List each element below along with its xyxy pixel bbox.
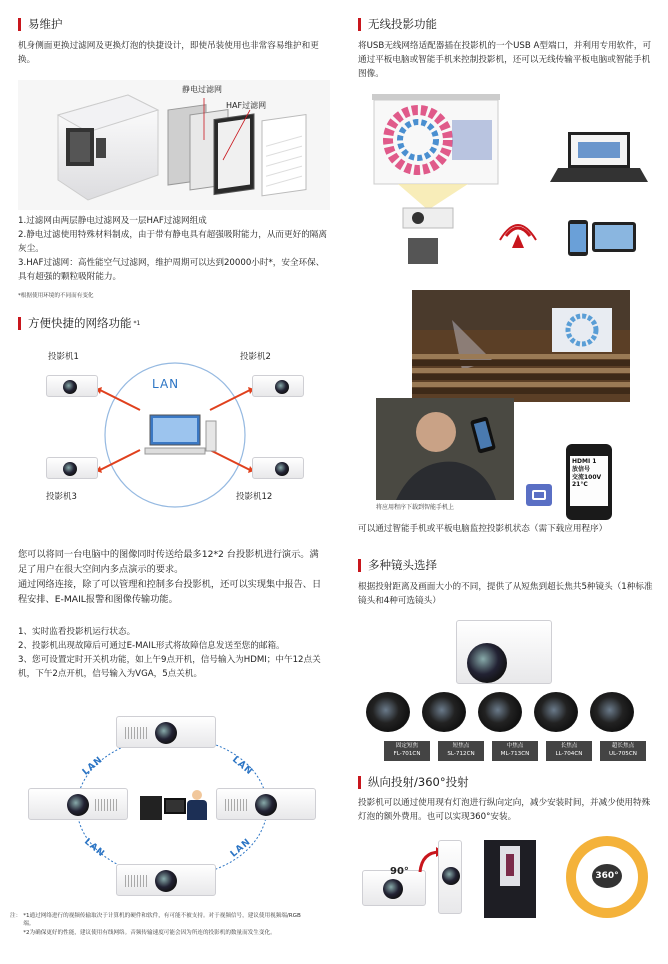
section-title-portrait <box>358 774 469 792</box>
phone-line: 21°C <box>572 481 588 489</box>
wireless-intro: 将USB无线网络适配器插在投影机的一个USB A型端口，并利用专用软件，可通过平板电脑或智能手机来控制投影机，还可以无线传输平板电脑或智能手机图像。 <box>358 41 652 79</box>
wireless-caption: 可以通过智能手机或平板电脑监控投影机状态（需下载应用程序） <box>358 524 608 534</box>
note-1: *1通过网络进行的视频传输取决于计算机的硬件和软件，有可能不被支持。对于视频信号，建议使用视频端/RGB端。 <box>23 913 301 928</box>
lan-label: LAN <box>230 754 255 778</box>
lens-tag <box>384 741 430 761</box>
network-para-2: 通过网络连接，除了可以管理和控制多台投影机，还可以实现集中报告、日程安排、E-MAIL报警和图像传输功能。 <box>18 578 322 605</box>
lens-tag-model: LL-704CN <box>555 750 583 757</box>
title-accent-bar <box>18 18 21 31</box>
lens-tag-model: FL-701CN <box>393 750 421 757</box>
notes-prefix: 注： <box>10 913 22 919</box>
computer-tower-icon <box>140 796 162 820</box>
projector-1-image <box>46 375 98 397</box>
section-title-maintenance <box>18 16 63 34</box>
section-title-lens <box>358 557 437 575</box>
maintenance-list <box>18 215 328 285</box>
smartphone-user-photo <box>376 398 514 500</box>
projector-12-image <box>252 457 304 479</box>
lens-illustration <box>360 620 650 740</box>
title-superscript: *1 <box>133 320 141 328</box>
lens-image <box>366 692 410 732</box>
title-accent-bar <box>358 559 361 572</box>
section-title-text: 无线投影功能 <box>368 17 437 31</box>
lens-image <box>590 692 634 732</box>
person-body-icon <box>187 800 207 820</box>
wireless-illustration <box>358 90 658 270</box>
title-accent-bar <box>18 317 21 330</box>
lens-image <box>534 692 578 732</box>
projector-bottom-image <box>116 864 216 896</box>
app-icon <box>526 484 552 506</box>
lens-image <box>478 692 522 732</box>
monitor-icon <box>164 798 186 814</box>
lens-tag-name: 长焦点 <box>560 743 578 749</box>
list-item: 2.静电过滤使用特殊材料制成，由于带有静电具有超强吸附能力，从而更好的隔离灰尘。 <box>18 229 327 254</box>
phone-line: HDMI 1 <box>572 458 597 465</box>
filter-illustration <box>18 80 330 210</box>
list-item: 1.过滤网由两层静电过滤网及一层HAF过滤网组成 <box>18 216 207 226</box>
lens-tag-name: 短焦点 <box>452 743 470 749</box>
label-projector-2: 投影机2 <box>240 352 271 362</box>
vertical-projector-image <box>438 840 462 914</box>
section-title-network <box>18 315 140 333</box>
network-description <box>18 548 326 608</box>
projector-with-lens-image <box>456 620 552 684</box>
label-haf-filter: HAF过滤网 <box>226 101 267 110</box>
lens-tag <box>600 741 646 761</box>
lens-tag-name: 中焦点 <box>506 743 524 749</box>
projector-top-image <box>116 716 216 748</box>
lens-tag-model: ML-713CN <box>500 750 530 757</box>
maintenance-footnote: *根据使用环境的不同而有变化 <box>18 293 94 299</box>
lens-intro: 根据投射距离及画面大小的不同，提供了从短焦到超长焦共5种镜头（1种标准镜头和4种可选镜头） <box>358 582 653 606</box>
network-feature-list <box>18 626 328 682</box>
smartphone-status-image <box>566 444 612 520</box>
section-title-text: 纵向投射/360°投射 <box>368 775 469 789</box>
maintenance-intro: 机身侧面更换过滤网及更换灯泡的快捷设计，即使吊装使用也非常容易维护和更换。 <box>18 41 319 65</box>
phone-screen <box>570 456 608 506</box>
phone-line: 放信号 <box>572 465 591 473</box>
label-projector-12: 投影机12 <box>236 492 273 502</box>
app-download-caption: 将应用程序下载到智能手机上 <box>376 504 455 511</box>
lens-tag <box>492 741 538 761</box>
portrait-display-photo <box>484 840 536 918</box>
lens-tag-model: SL-712CN <box>447 750 475 757</box>
portrait-illustration <box>360 836 660 920</box>
lan-ring-diagram <box>22 712 322 902</box>
note-2: *2为确保更好的性能，建议使用有线网络。音频传输速度可能会因为所连的投影机的数量而发生变化。 <box>23 929 276 936</box>
list-item: 3.HAF过滤网：高性能空气过滤网，维护周期可以达到20000小时*，安全环保、具有超强的颗粒吸附能力。 <box>18 257 325 282</box>
section-title-text: 易维护 <box>28 17 63 31</box>
section-title-text: 方便快捷的网络功能 <box>28 316 132 330</box>
network-para-1: 您可以将同一台电脑中的图像同时传送给最多12*2 台投影机进行演示。满足了用户在很大空间内多点演示的要求。 <box>18 549 319 575</box>
list-item: 1、实时监看投影机运行状态。 <box>18 627 136 637</box>
rotation-360-label: 360° <box>592 864 622 888</box>
lens-image <box>422 692 466 732</box>
network-diagram <box>30 345 320 515</box>
lens-tag-model: UL-705CN <box>609 750 637 757</box>
lan-label: LAN <box>82 836 107 860</box>
rotation-90-label: 90° <box>390 866 409 877</box>
label-projector-3: 投影机3 <box>46 492 77 502</box>
lan-label: LAN <box>228 836 254 860</box>
phone-line: 交流100V <box>572 473 602 481</box>
section-title-wireless <box>358 16 437 34</box>
classroom-photo <box>412 290 630 402</box>
projector-3-image <box>46 457 98 479</box>
section-title-text: 多种镜头选择 <box>368 558 437 572</box>
lens-tag-name: 固定短焦 <box>395 743 419 749</box>
title-accent-bar <box>358 18 361 31</box>
projector-left-image <box>28 788 128 820</box>
projector-2-image <box>252 375 304 397</box>
lens-tag <box>546 741 592 761</box>
lens-tag <box>438 741 484 761</box>
page-notes <box>10 912 310 937</box>
label-projector-1: 投影机1 <box>48 352 79 362</box>
label-electrostatic-filter: 静电过滤网 <box>182 85 222 94</box>
list-item: 2、投影机出现故障后可通过E-MAIL形式将故障信息发送至您的邮箱。 <box>18 640 285 651</box>
portrait-intro: 投影机可以通过使用现有灯泡进行纵向定向，减少安装时间，并减少使用特殊灯泡的额外费用。也可以实现360°安装。 <box>358 798 651 822</box>
title-accent-bar <box>358 776 361 789</box>
rotation-360-image <box>566 836 648 918</box>
lens-tag-name: 超长焦点 <box>611 743 635 749</box>
projector-right-image <box>216 788 316 820</box>
list-item: 3、您可设置定时开关机功能，如上午9点开机，信号输入为HDMI；中午12点关机，下午2点开机，信号输入为VGA，5点关机。 <box>18 654 321 679</box>
person-head-icon <box>192 790 202 800</box>
lan-label: LAN <box>80 754 106 778</box>
lan-label: LAN <box>152 377 180 391</box>
